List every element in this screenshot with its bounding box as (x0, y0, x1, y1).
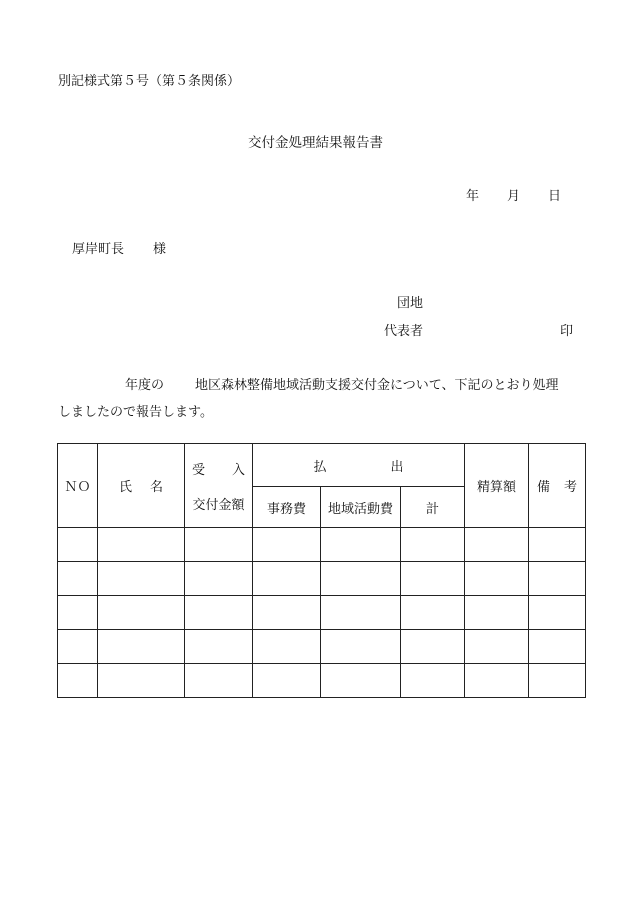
table-cell (321, 664, 401, 698)
table-row (58, 630, 586, 664)
header-remarks-part1: 備 (537, 480, 551, 495)
table-cell (98, 664, 185, 698)
table-cell (58, 596, 98, 630)
table-row (58, 528, 586, 562)
table-cell (321, 562, 401, 596)
table-cell (253, 630, 321, 664)
date-year-label: 年 (466, 189, 480, 204)
document-title: 交付金処理結果報告書 (248, 135, 383, 151)
table-cell (185, 596, 253, 630)
table-cell (401, 664, 465, 698)
addressee-honorific: 様 (153, 242, 167, 257)
table-cell (253, 664, 321, 698)
representative-label: 代表者 (384, 324, 424, 339)
table-cell (321, 596, 401, 630)
table-cell (253, 596, 321, 630)
table-cell (185, 528, 253, 562)
header-name (98, 444, 185, 528)
table-cell (529, 630, 586, 664)
table-cell (465, 562, 529, 596)
table-cell (529, 528, 586, 562)
table-cell (401, 528, 465, 562)
header-name-part1: 氏 (119, 480, 133, 495)
header-total: 計 (401, 487, 465, 528)
header-no: ＮＯ (58, 444, 98, 528)
table-cell (58, 528, 98, 562)
date-month-label: 月 (507, 189, 521, 204)
table-cell (321, 528, 401, 562)
table-cell (98, 562, 185, 596)
body-year-text: 年度の (125, 378, 165, 393)
header-receipt-bottom: 交付金額 (192, 497, 245, 513)
table-cell (401, 562, 465, 596)
table-cell (401, 630, 465, 664)
table-cell (253, 562, 321, 596)
table-cell (185, 562, 253, 596)
header-receipt (185, 444, 253, 528)
table-cell (98, 630, 185, 664)
table-cell (529, 596, 586, 630)
table-cell (98, 596, 185, 630)
seal-label: 印 (560, 324, 574, 339)
table-cell (321, 630, 401, 664)
table-cell (185, 664, 253, 698)
header-name-part2: 名 (149, 480, 163, 495)
table-row (58, 562, 586, 596)
table-cell (529, 664, 586, 698)
organization-label: 団地 (397, 296, 424, 311)
table-row (58, 596, 586, 630)
table-cell (98, 528, 185, 562)
header-row-1 (58, 444, 586, 487)
table-cell (465, 630, 529, 664)
header-payment-part2: 出 (390, 459, 404, 475)
header-office-cost: 事務費 (253, 487, 321, 528)
body-line2-text: しましたので報告します。 (58, 405, 213, 420)
table-cell (465, 528, 529, 562)
table-cell (58, 562, 98, 596)
table-cell (529, 562, 586, 596)
header-payment (253, 444, 465, 487)
table-cell (465, 596, 529, 630)
header-settlement: 精算額 (465, 444, 529, 528)
header-receipt-top1: 受 (192, 462, 206, 478)
table-cell (465, 664, 529, 698)
table-row (58, 664, 586, 698)
header-activity-cost: 地域活動費 (321, 487, 401, 528)
addressee-name: 厚岸町長 (72, 242, 125, 257)
table-cell (58, 630, 98, 664)
table-cell (58, 664, 98, 698)
header-remarks (529, 444, 586, 528)
report-table (57, 443, 586, 698)
header-receipt-top2: 入 (231, 462, 245, 478)
table-cell (185, 630, 253, 664)
header-payment-part1: 払 (313, 459, 327, 475)
header-remarks-part2: 考 (564, 480, 578, 495)
table-cell (253, 528, 321, 562)
body-line1-text: 地区森林整備地域活動支援交付金について、下記のとおり処理 (195, 378, 559, 393)
date-day-label: 日 (548, 189, 562, 204)
table-cell (401, 596, 465, 630)
form-number: 別記様式第５号（第５条関係） (58, 74, 241, 89)
